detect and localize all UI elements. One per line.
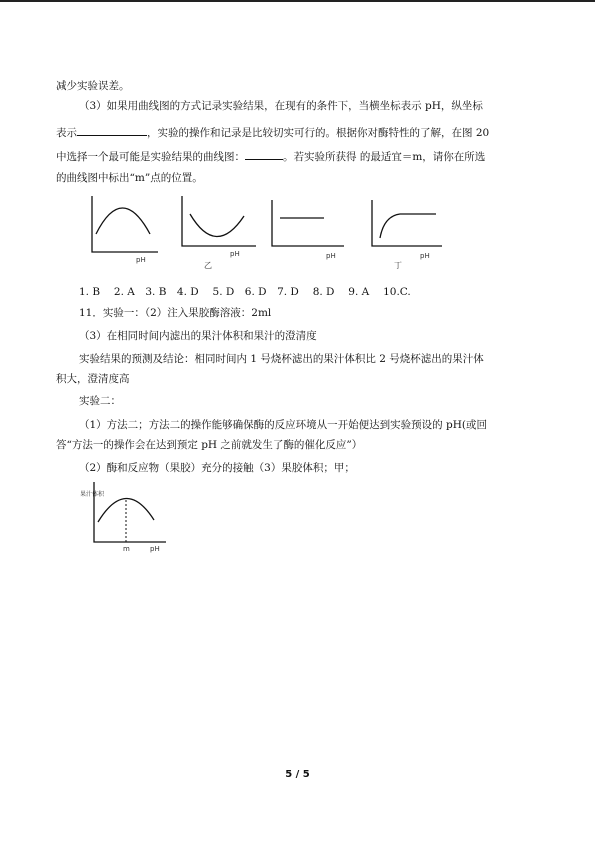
graph-option-b	[176, 194, 256, 272]
x-axis-label: pH	[136, 256, 146, 264]
answer-blank-graph	[245, 148, 283, 160]
text-fragment: 表示	[56, 127, 77, 139]
text-fragment: 。若实验所获得 的最适宜＝m，请你在所选	[283, 151, 486, 163]
text-fragment: ，实验的操作和记录是比较切实可行的。根据你对酶特性的了解，在图 20	[147, 127, 490, 139]
x-axis-label: pH	[150, 545, 160, 553]
experiment-1-step-3: （3）在相同时间内滤出的果汁体积和果汁的澄清度	[79, 330, 317, 342]
method-answer-line-2: 答“方法一的操作会在达到预定 pH 之前就发生了酶的催化反应”）	[56, 439, 363, 451]
page-number: 5 / 5	[285, 769, 310, 780]
method-answer-line-3: （2）酶和反应物（果胶）充分的接触（3）果胶体积；甲；	[79, 462, 355, 474]
m-point-label: m	[123, 545, 130, 553]
experiment-2-heading: 实验二：	[79, 395, 121, 407]
x-axis-label: pH	[326, 252, 336, 260]
x-axis-label: pH	[420, 252, 430, 260]
question-3-line-4: 的曲线图中标出“m”点的位置。	[56, 172, 203, 184]
valley-curve	[190, 214, 244, 237]
text-line: 减少实验误差。	[56, 80, 130, 92]
method-answer-line-1: （1）方法二；方法二的操作能够确保酶的反应环境从一开始便达到实验预设的 pH(或回	[79, 419, 487, 431]
axes	[182, 196, 256, 246]
graph-caption: 乙	[204, 261, 212, 270]
x-axis-label: pH	[230, 250, 240, 258]
answer-graph	[78, 480, 168, 570]
graph-option-a	[78, 194, 158, 272]
axes	[272, 200, 344, 246]
answer-key: 1. B 2. A 3. B 4. D 5. D 6. D 7. D 8. D 9. A 10.C.	[79, 286, 411, 298]
graph-option-d	[364, 194, 444, 272]
graph-caption: 丁	[394, 261, 402, 270]
axes	[372, 200, 442, 246]
plateau-curve	[380, 214, 436, 238]
experiment-1-step-2: 11．实验一：（2）注入果胶酶溶液：2ml	[79, 307, 272, 319]
answer-blank-ylabel	[77, 124, 147, 136]
hill-curve	[98, 498, 154, 522]
hill-curve	[96, 208, 150, 234]
graph-option-c	[264, 194, 344, 272]
prediction-line-1: 实验结果的预测及结论：相同时间内 1 号烧杯滤出的果汁体积比 2 号烧杯滤出的果汁体	[79, 353, 484, 365]
y-axis-label: 果汁体积	[80, 491, 105, 498]
question-3-line-1: （3）如果用曲线图的方式记录实验结果，在现有的条件下，当横坐标表示 pH，纵坐标	[79, 100, 483, 112]
question-3-line-2	[56, 124, 538, 141]
prediction-line-2: 积大，澄清度高	[56, 373, 130, 385]
question-3-line-3	[56, 148, 538, 165]
text-fragment: 中选择一个最可能是实验结果的曲线图：	[56, 151, 245, 163]
